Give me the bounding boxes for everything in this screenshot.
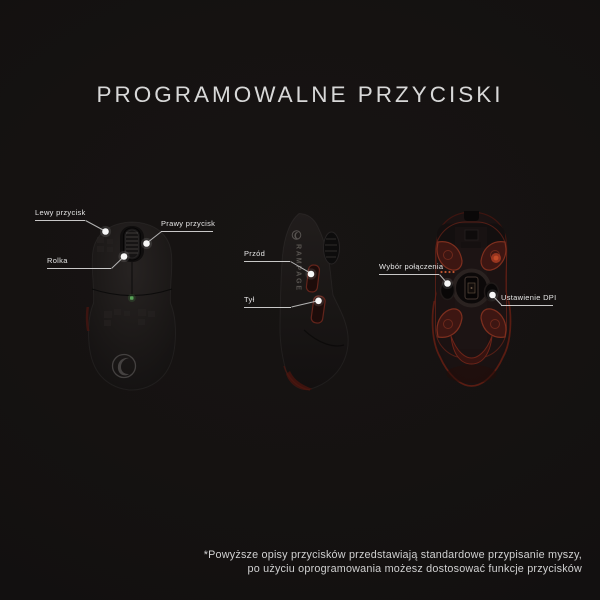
callout-text: Lewy przycisk	[35, 208, 86, 217]
callout-text: Wybór połączenia	[379, 262, 444, 271]
callout-dot-right-button	[143, 240, 150, 247]
callout-dot-dpi-setting	[489, 292, 496, 299]
callout-text: Przód	[244, 249, 266, 258]
callout-dot-connection-select	[444, 280, 451, 287]
page-title: PROGRAMOWALNE PRZYCISKI	[96, 82, 504, 107]
footnote-line-1: *Powyższe opisy przycisków przedstawiają standardowe przypisanie myszy,	[203, 549, 582, 561]
callout-text: Tył	[244, 295, 255, 304]
footnote-line-2: po użyciu oprogramowania możesz dostosować funkcje przycisków	[247, 562, 582, 575]
leader-lines	[86, 221, 502, 308]
callout-text: Ustawienie DPI	[501, 293, 557, 302]
rampage-logo-text: RAMPAGE	[294, 244, 302, 292]
callout-dot-left-button	[102, 228, 109, 235]
callout-text: Prawy przycisk	[161, 219, 216, 228]
callout-text: Rolka	[47, 256, 68, 265]
callout-dot-front-side-button	[308, 271, 315, 278]
callout-dot-scroll-wheel	[121, 253, 128, 260]
footnote	[204, 549, 582, 576]
callout-dot-back-side-button	[315, 298, 322, 305]
